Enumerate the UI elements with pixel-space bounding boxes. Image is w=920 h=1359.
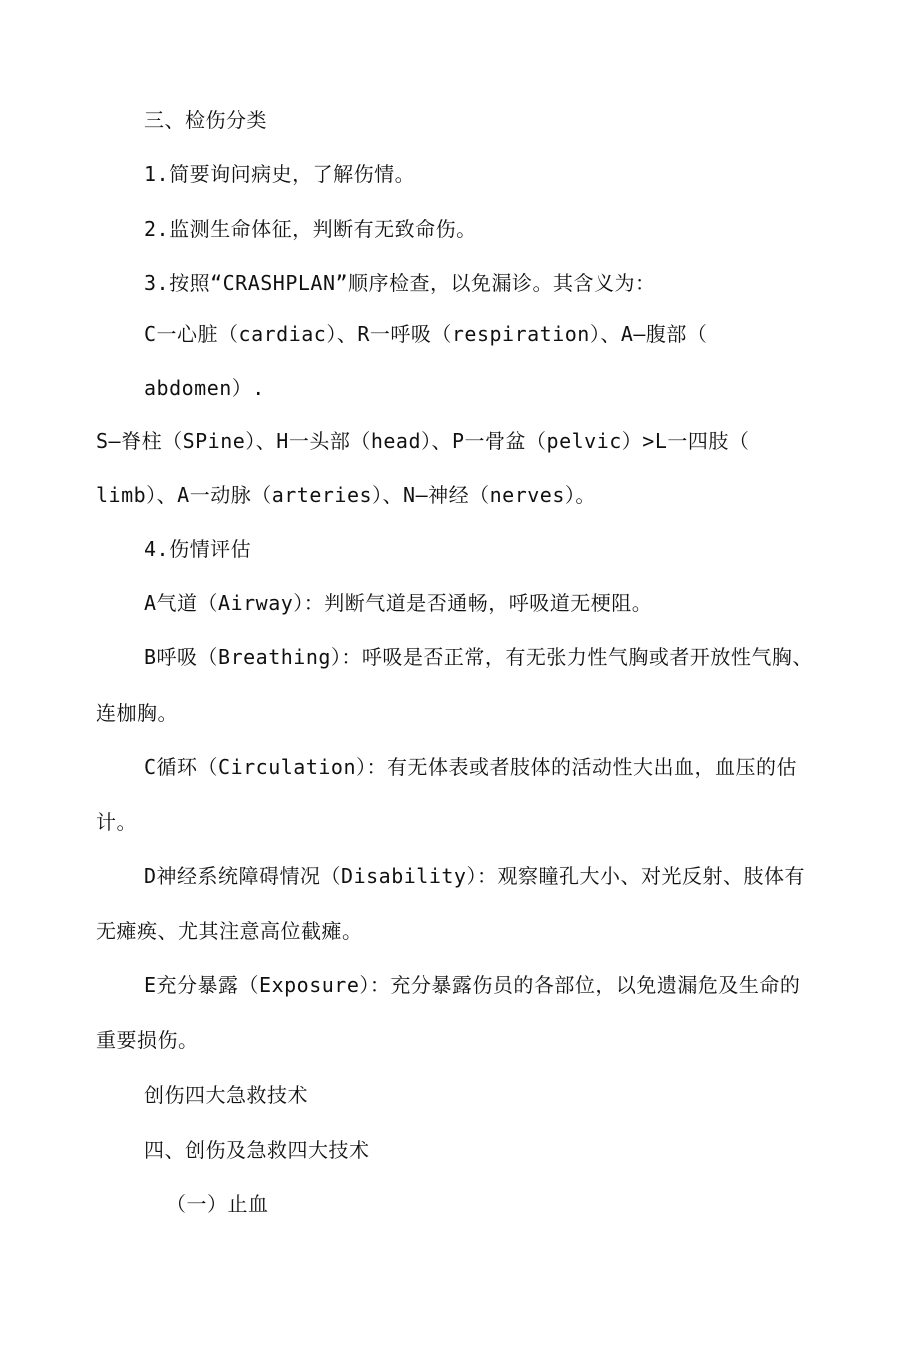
triage-step-3: 3.按照“CRASHPLAN”顺序检查，以免漏诊。其含义为： xyxy=(144,271,656,295)
triage-step-2: 2.监测生命体征，判断有无致命伤。 xyxy=(144,217,477,241)
assessment-circulation-cont: 计。 xyxy=(96,810,137,834)
assessment-airway: A气道（Airway）：判断气道是否通畅，呼吸道无梗阻。 xyxy=(144,591,653,615)
assessment-disability: D神经系统障碍情况（Disability）：观察瞳孔大小、对光反射、肢体有 xyxy=(144,864,805,888)
assessment-breathing-cont: 连枷胸。 xyxy=(96,701,178,725)
section-subheading-techniques: 创伤四大急救技术 xyxy=(144,1083,308,1107)
triage-step-1: 1.简要询问病史，了解伤情。 xyxy=(144,162,416,186)
section-heading-techniques: 四、创伤及急救四大技术 xyxy=(144,1138,370,1162)
crashplan-line-1: C一心脏（cardiac）、R一呼吸（respiration）、A—腹部（ xyxy=(144,322,708,346)
crashplan-line-2: abdomen）. xyxy=(144,376,265,400)
triage-step-4: 4.伤情评估 xyxy=(144,537,252,561)
assessment-exposure-cont: 重要损伤。 xyxy=(96,1028,199,1052)
assessment-disability-cont: 无瘫痪、尤其注意高位截瘫。 xyxy=(96,919,363,943)
crashplan-line-3: S—脊柱（SPine）、H一头部（head）、P一骨盆（pelvic）>L一四肢（ xyxy=(96,429,750,453)
assessment-exposure: E充分暴露（Exposure）：充分暴露伤员的各部位，以免遗漏危及生命的 xyxy=(144,973,801,997)
assessment-circulation: C循环（Circulation）：有无体表或者肢体的活动性大出血，血压的估 xyxy=(144,755,797,779)
crashplan-line-4: limb）、A一动脉（arteries）、N—神经（nerves）。 xyxy=(96,483,596,507)
subsection-heading-hemostasis: （一）止血 xyxy=(166,1192,269,1216)
assessment-breathing: B呼吸（Breathing）：呼吸是否正常，有无张力性气胸或者开放性气胸、 xyxy=(144,645,813,669)
section-heading-triage: 三、检伤分类 xyxy=(144,108,267,132)
